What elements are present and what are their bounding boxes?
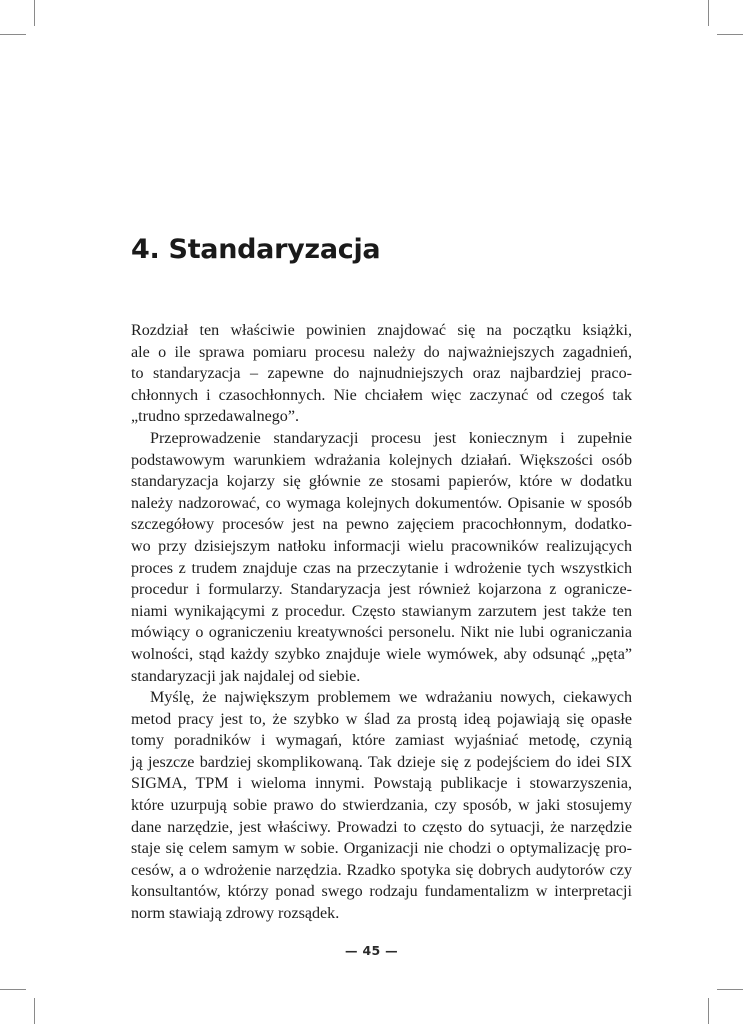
crop-mark-top-left-vertical: [34, 0, 35, 26]
text-line: „trudno sprzedawalnego”.: [131, 408, 300, 426]
text-line: niami wynikającymi z procedur. Często stawianym zarzutem jest także ten: [131, 602, 632, 620]
text-line: mówiący o ograniczeniu kreatywności personelu. Nikt nie lubi ograniczania: [131, 624, 632, 642]
crop-mark-bottom-right-vertical: [708, 998, 709, 1024]
text-line: chłonnych i czasochłonnych. Nie chciałem więc zaczynać od czegoś tak: [131, 386, 632, 404]
crop-mark-bottom-right-horizontal: [717, 989, 743, 990]
paragraph-2: [131, 428, 632, 687]
text-line: ale o ile sprawa pomiaru procesu należy do najważniejszych zagadnień,: [131, 343, 632, 361]
crop-mark-top-right-horizontal: [717, 34, 743, 35]
text-line: dane narzędzie, jest właściwy. Prowadzi to często do sytuacji, że narzędzie: [131, 818, 632, 836]
text-line: szczegółowy procesów jest na pewno zajęciem pracochłonnym, dodatko-: [131, 516, 632, 534]
text-line: proces z trudem znajduje czas na przeczytanie i wdrożenie tych wszystkich: [131, 559, 632, 577]
chapter-body: [131, 320, 632, 925]
text-line: podstawowym warunkiem wdrażania kolejnych działań. Większości osób: [131, 451, 632, 469]
text-line: Myślę, że największym problemem we wdrażaniu nowych, ciekawych: [150, 689, 632, 707]
text-line: standaryzacji jak najdalej od siebie.: [131, 667, 361, 685]
crop-mark-bottom-left-horizontal: [0, 989, 26, 990]
text-line: norm stawiają zdrowy rozsądek.: [131, 905, 340, 923]
text-line: tomy poradników i wymagań, które zamiast wyjaśniać metodę, czynią: [131, 732, 632, 750]
paragraph-1: [131, 320, 632, 428]
text-line: cesów, a o wdrożenie narzędzia. Rzadko spotyka się dobrych audytorów czy: [131, 861, 632, 879]
text-line: to standaryzacja – zapewne do najnudniejszych oraz najbardziej praco-: [131, 365, 632, 383]
paragraph-3: [131, 687, 632, 925]
crop-mark-top-right-vertical: [708, 0, 709, 26]
text-line: staje się celem samym w sobie. Organizacji nie chodzi o optymalizację pro-: [131, 840, 632, 858]
chapter-title: 4. Standaryzacja: [131, 234, 381, 265]
crop-mark-bottom-left-vertical: [34, 998, 35, 1024]
text-line: procedur i formularzy. Standaryzacja jest również kojarzona z ogranicze-: [131, 581, 632, 599]
text-line: SIGMA, TPM i wieloma innymi. Powstają publikacje i stowarzyszenia,: [131, 775, 632, 793]
text-line: Rozdział ten właściwie powinien znajdować się na początku książki,: [131, 322, 632, 339]
crop-mark-top-left-horizontal: [0, 34, 26, 35]
text-line: Przeprowadzenie standaryzacji procesu jest koniecznym i zupełnie: [150, 429, 632, 447]
page-number: — 45 —: [345, 943, 398, 958]
text-line: wolności, stąd każdy szybko znajduje wiele wymówek, aby odsunąć „pęta”: [131, 645, 632, 663]
text-line: standaryzacja kojarzy się głównie ze stosami papierów, które w dodatku: [131, 473, 632, 491]
text-line: metod pracy jest to, że szybko w ślad za prostą ideą pojawiają się opasłe: [131, 710, 632, 728]
text-line: wo przy dzisiejszym natłoku informacji wielu pracowników realizujących: [131, 537, 632, 555]
text-line: ją jeszcze bardziej skomplikowaną. Tak dzieje się z podejściem do idei SIX: [131, 753, 632, 771]
text-line: które uzurpują sobie prawo do stwierdzania, czy sposób, w jaki stosujemy: [131, 797, 632, 815]
text-line: należy nadzorować, co wymaga kolejnych dokumentów. Opisanie w sposób: [131, 494, 632, 512]
text-line: konsultantów, którzy ponad swego rodzaju fundamentalizm w interpretacji: [131, 883, 632, 901]
